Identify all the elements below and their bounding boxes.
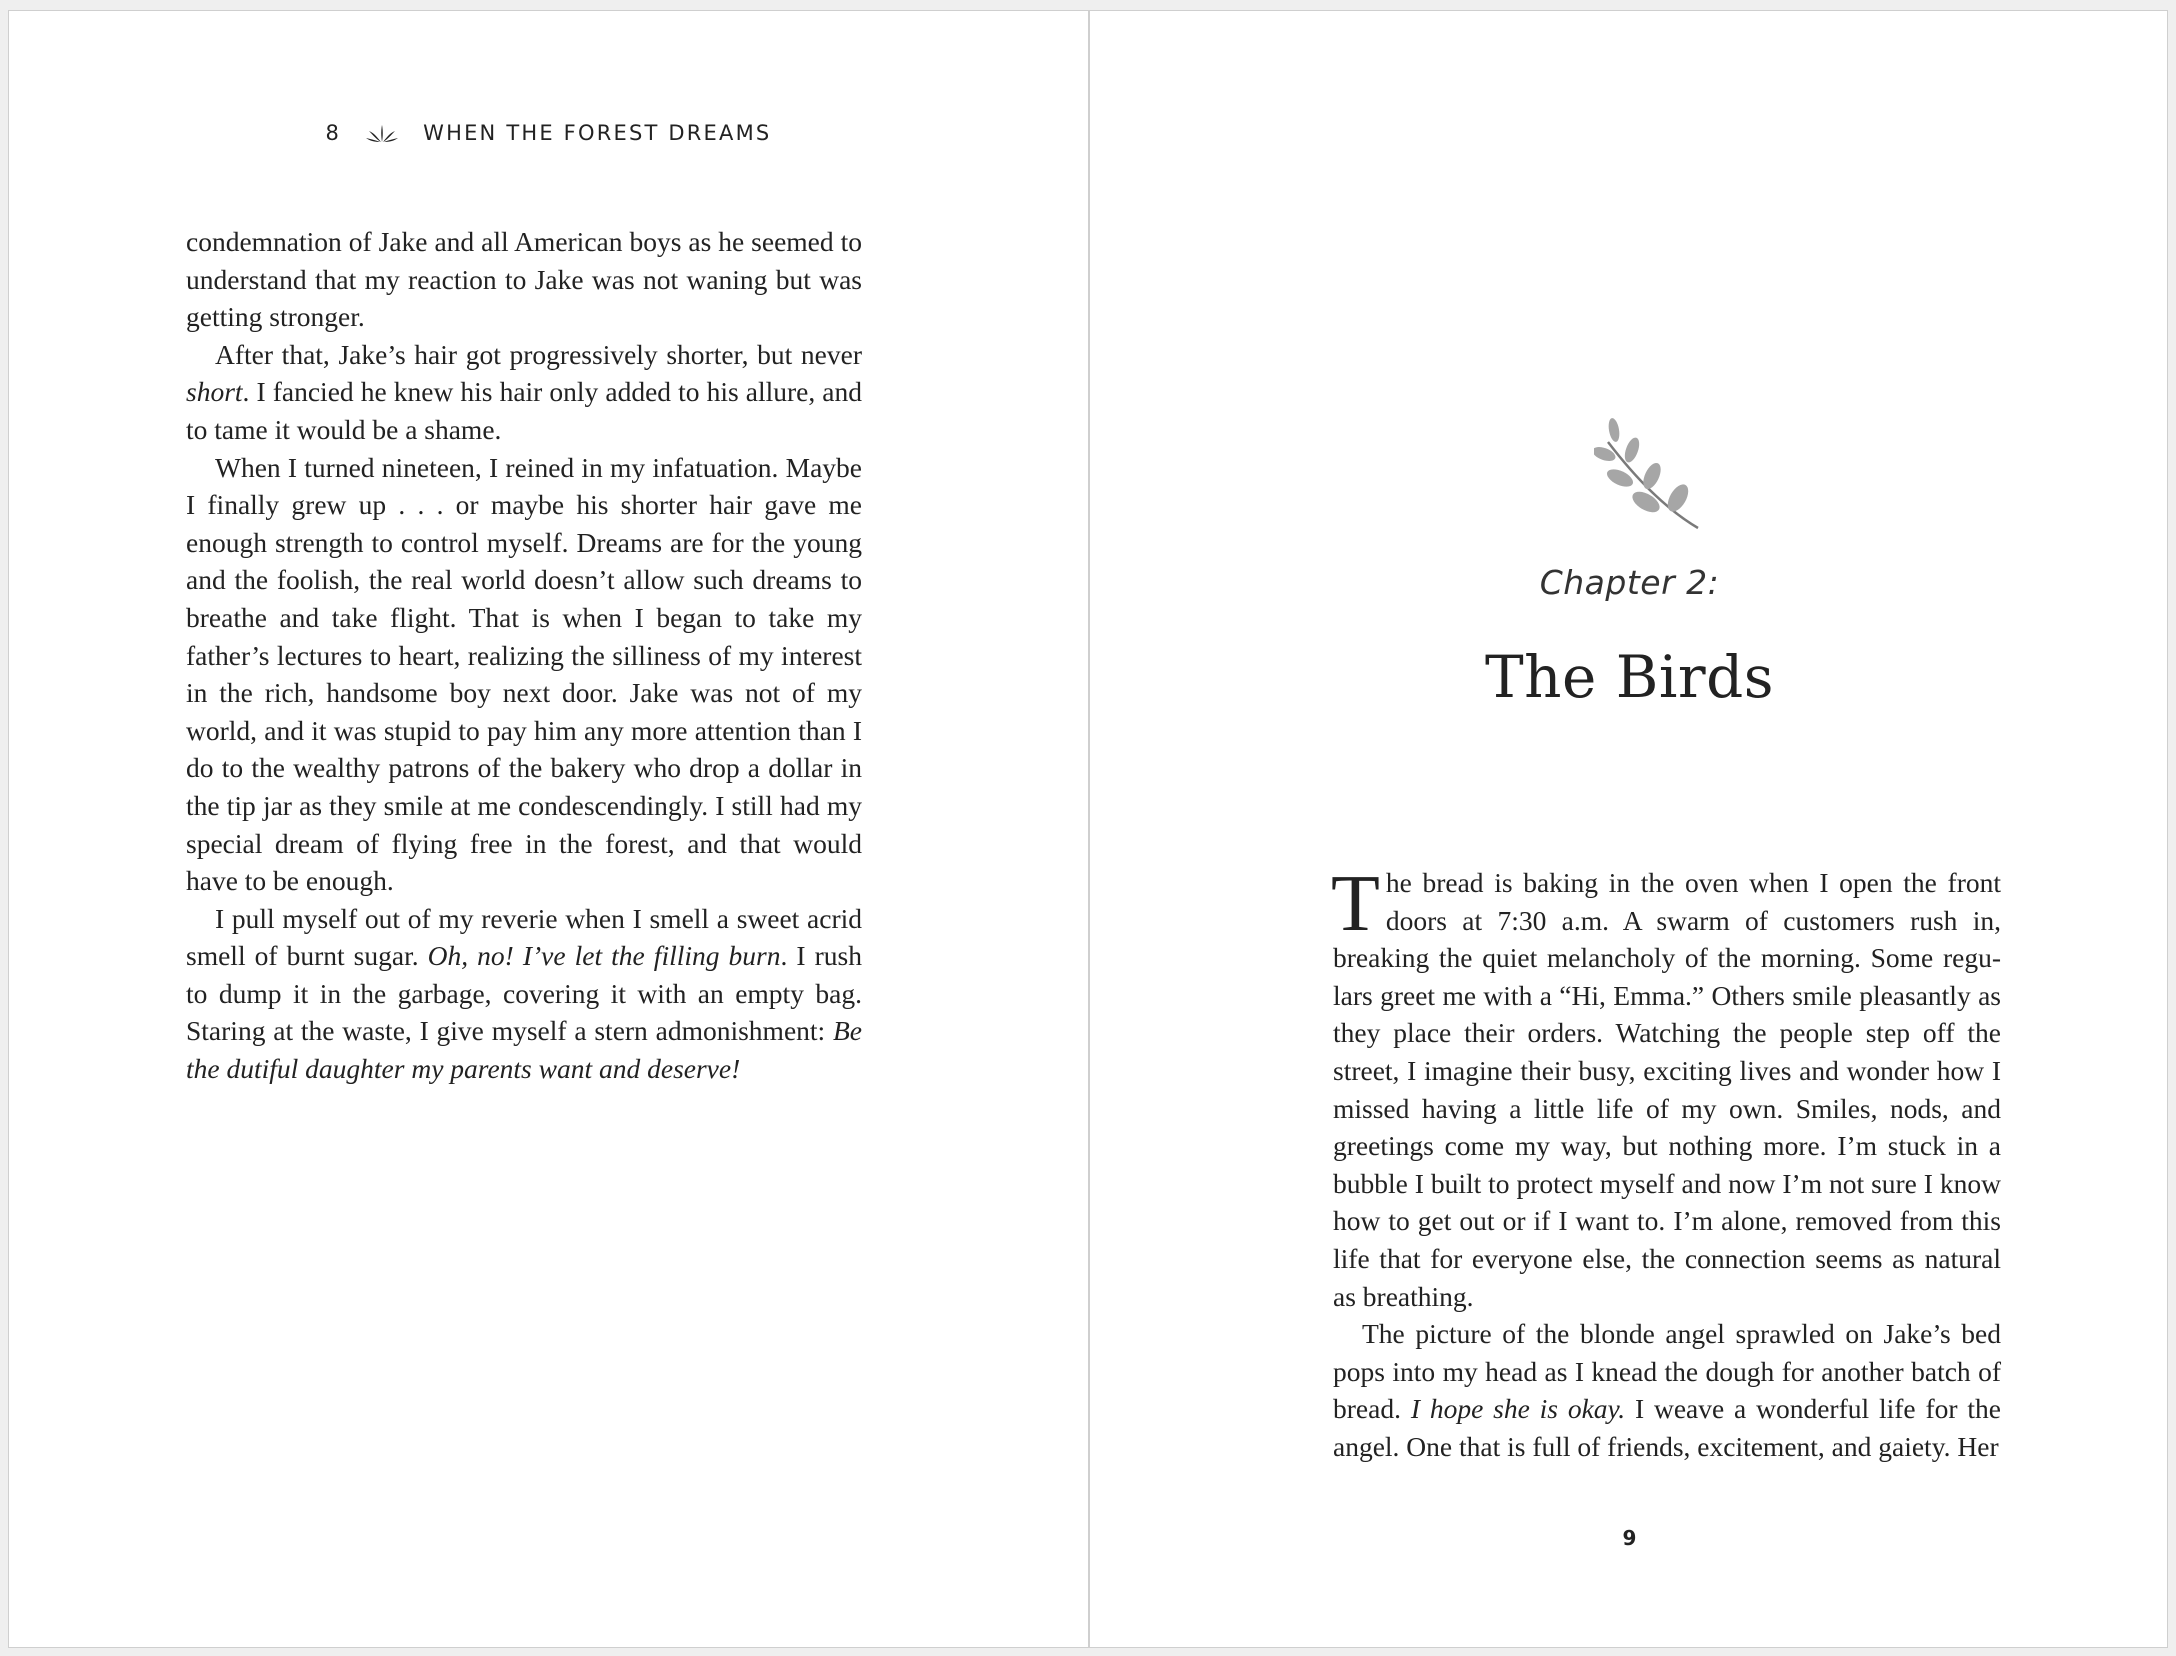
page-number-left: 8 xyxy=(325,121,342,145)
paragraph: When I turned nineteen, I reined in my infatuation. Maybe I finally grew up . . . or maybe his shorter hair gave me enough strength to control myself. Dreams are for the young and the foolish, the real world doesn’t allow such dreams to breathe and take flight. That is when I began to take my father’s lectures to heart, realizing the silliness of my interest in the rich, handsome boy next door. Jake was not of my world, and it was stupid to pay him any more attention than I do to the wealthy patrons of the bakery who drop a dollar in the tip jar as they smile at me condescendingly. I still had my special dream of flying free in the forest, and that would have to be enough. xyxy=(186,451,862,897)
paragraph: The bread is baking in the oven when I open the front doors at 7:30 a.m. A swarm of customers rush in, breaking the quiet melancholy of the morning. Some regulars greet me with a “Hi, Emma.” Others smile pleasantly as they place their orders. Watching the people step off the street, I imagine their busy, exciting lives and wonder how I missed having a little life of my own. Smiles, nods, and greetings come my way, but nothing more. I’m stuck in a bubble I built to protect myself and now I’m not sure I know how to get out or if I want to. I’m alone, removed from this life that for everyone else, the connection seems as natural as breathing. xyxy=(1331,860,2001,1312)
body-text-right xyxy=(1331,860,2001,1466)
right-page xyxy=(1090,11,2169,1647)
leaf-branch-icon xyxy=(1594,416,1704,534)
book-spread xyxy=(8,10,2168,1648)
paragraph: After that, Jake’s hair got progressively shorter, but never short. I fancied he knew his hair only added to his allure, and to tame it would be a shame. xyxy=(186,338,862,445)
lotus-ornament-icon xyxy=(365,122,399,144)
running-head xyxy=(9,121,1088,145)
drop-cap: T xyxy=(1331,860,1380,948)
chapter-title: The Birds xyxy=(1484,643,1775,711)
chapter-label: Chapter 2: xyxy=(1539,563,1720,602)
page-number-right: 9 xyxy=(1622,1526,1637,1550)
paragraph: The picture of the blonde angel sprawled on Jake’s bed pops into my head as I knead the dough for another batch of bread. I hope she is okay. I weave a wonderful life for the angel. One that is full of friends, excitement, and gaiety. Her xyxy=(1333,1318,2001,1462)
left-page xyxy=(9,11,1088,1647)
paragraph: condemnation of Jake and all American boys as he seemed to understand that my reaction to Jake was not waning but was getting stronger. xyxy=(186,226,862,333)
body-text-left xyxy=(186,223,862,1088)
book-title: WHEN THE FOREST DREAMS xyxy=(423,121,772,145)
paragraph: I pull myself out of my reverie when I smell a sweet acrid smell of burnt sugar. Oh, no! I’ve let the filling burn. I rush to dump it in the garbage, covering it with an empty bag. Staring at the waste, I give myself a stern admonishment: Be the dutiful daughter my parents want and deserve! xyxy=(186,902,862,1085)
